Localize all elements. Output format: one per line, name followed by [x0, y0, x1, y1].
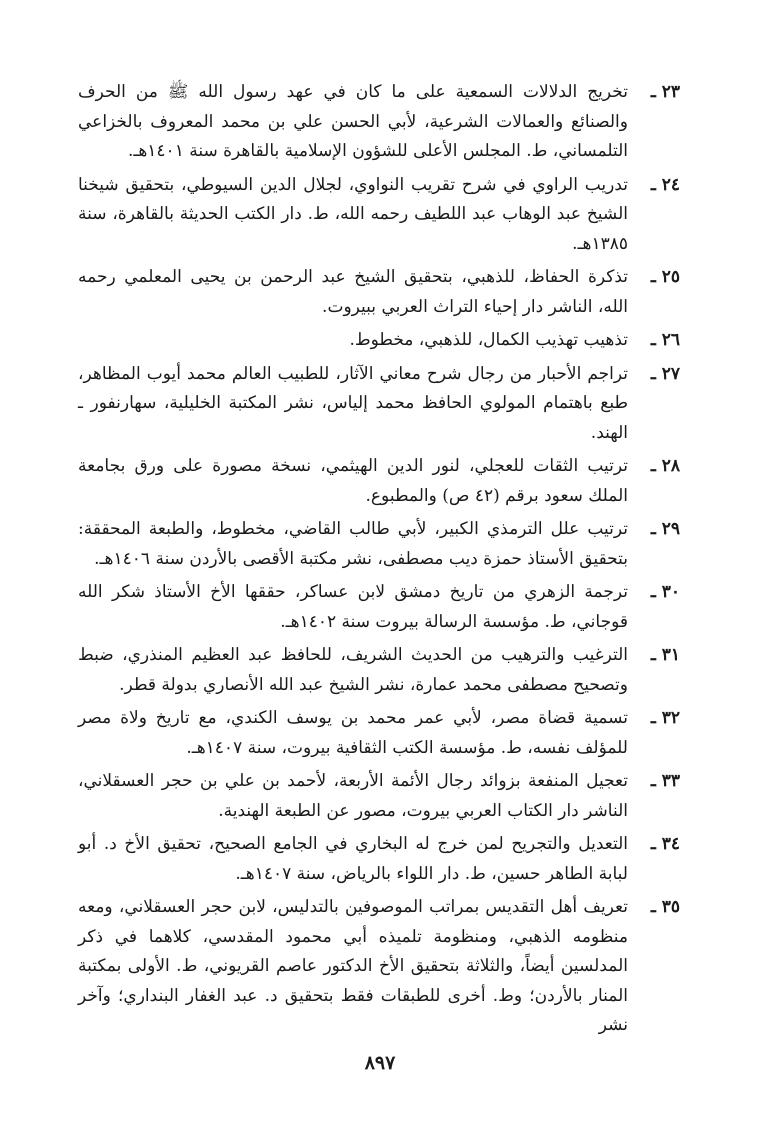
entry-text: تدريب الراوي في شرح تقريب النواوي، لجلال الدين السيوطي، بتحقيق شيخنا الشيخ عبد الوهاب عبد اللطيف رحمه الله، ط. دار الكتب الحديثة بالقاهرة، سنة ١٣٨٥هـ. [78, 174, 628, 254]
bibliography-entry-33 [78, 767, 680, 826]
entry-text: التعديل والتجريح لمن خرج له البخاري في الجامع الصحيح، تحقيق الأخ د. أبو لبابة الطاهر حسين، ط. دار اللواء بالرياض، سنة ١٤٠٧هـ. [78, 834, 628, 884]
entry-text: تعجيل المنفعة بزوائد رجال الأئمة الأربعة، لأحمد بن علي بن حجر العسقلاني، الناشر دار الكتاب العربي بيروت، مصور عن الطبعة الهندية. [78, 771, 628, 821]
entry-number: ٢٣ ـ [650, 82, 680, 102]
entry-number: ٢٤ ـ [650, 174, 680, 195]
entry-number: ٢٦ ـ [650, 330, 680, 350]
entry-number: ٣٤ ـ [650, 834, 680, 854]
entry-text: ترتيب علل الترمذي الكبير، لأبي طالب القاضي، مخطوط، والطبعة المحققة: بتحقيق الأستاذ حمزة ديب مصطفى، نشر مكتبة الأقصى بالأردن سنة ١٤٠٦هـ. [78, 519, 628, 569]
entry-text: تعريف أهل التقديس بمراتب الموصوفين بالتدليس، لابن حجر العسقلاني، ومعه منظومه الذهبي، ومنظومة تلميذه أبي محمود المقدسي، كلاهما في ذكر المدلسين أيضاً، والثلاثة بتحقيق الأخ الدكتور عاصم القريوني، ط. الأولى بمكتبة المنار بالأردن؛ وط. أخرى للطبقات فقط بتحقيق د. عبد الغفار البنداري؛ وآخر نشر [78, 897, 628, 1035]
entry-text: تسمية قضاة مصر، لأبي عمر محمد بن يوسف الكندي، مع تاريخ ولاة مصر للمؤلف نفسه، ط. مؤسسة الكتب الثقافية بيروت، سنة ١٤٠٧هـ. [78, 708, 628, 758]
entry-number: ٣١ ـ [650, 645, 680, 665]
bibliography-entry-31 [78, 641, 680, 700]
entry-number: ٣٥ ـ [650, 897, 680, 917]
bibliography-entry-25 [78, 263, 680, 322]
entry-number: ٢٥ ـ [650, 267, 680, 287]
entry-number: ٣٢ ـ [650, 708, 680, 728]
entry-number: ٢٧ ـ [650, 363, 680, 384]
bibliography-entry-23 [78, 78, 680, 167]
page-number: ٨٩٧ [364, 1052, 396, 1074]
entry-text: تذكرة الحفاظ، للذهبي، بتحقيق الشيخ عبد الرحمن بن يحيى المعلمي رحمه الله، الناشر دار إحياء التراث العربي ببيروت. [78, 267, 628, 317]
entry-number: ٢٩ ـ [650, 519, 680, 539]
bibliography-entry-32 [78, 704, 680, 763]
entry-text: تراجم الأحبار من رجال شرح معاني الآثار، للطبيب العالم محمد أيوب المظاهر، طبع باهتمام المولوي الحافظ محمد إلياس، نشر المكتبة الخليلية، سهارنفور ـ الهند. [78, 363, 628, 443]
entry-number: ٢٨ ـ [650, 456, 680, 476]
entry-number: ٣٣ ـ [650, 771, 680, 791]
bibliography-entry-28 [78, 452, 680, 511]
bibliography-entry-24 [78, 171, 680, 260]
entry-text: ترتيب الثقات للعجلي، لنور الدين الهيثمي، نسخة مصورة على ورق بجامعة الملك سعود برقم (٤٢ ص) والمطبوع. [78, 456, 628, 506]
entry-text: تخريج الدلالات السمعية على ما كان في عهد رسول الله ﷺ من الحرف والصنائع والعمالات الشرعية، لأبي الحسن علي بن محمد المعروف بالخزاعي التلمساني، ط. المجلس الأعلى للشؤون الإسلامية بالقاهرة سنة ١٤٠١هـ. [78, 82, 628, 161]
entry-number: ٣٠ ـ [650, 582, 680, 602]
bibliography-page [78, 78, 680, 1045]
entry-text: ترجمة الزهري من تاريخ دمشق لابن عساكر، حققها الأخ الأستاذ شكر الله قوجاني، ط. مؤسسة الرسالة بيروت سنة ١٤٠٢هـ. [78, 582, 628, 632]
entry-text: الترغيب والترهيب من الحديث الشريف، للحافظ عبد العظيم المنذري، ضبط وتصحيح مصطفى محمد عمارة، نشر الشيخ عبد الله الأنصاري بدولة قطر. [78, 645, 628, 695]
bibliography-entry-27 [78, 360, 680, 449]
entry-text: تذهيب تهذيب الكمال، للذهبي، مخطوط. [349, 330, 628, 350]
bibliography-entry-29 [78, 515, 680, 574]
bibliography-entry-26 [78, 326, 680, 356]
bibliography-entry-35 [78, 893, 680, 1041]
bibliography-entry-30 [78, 578, 680, 637]
bibliography-entry-34 [78, 830, 680, 889]
